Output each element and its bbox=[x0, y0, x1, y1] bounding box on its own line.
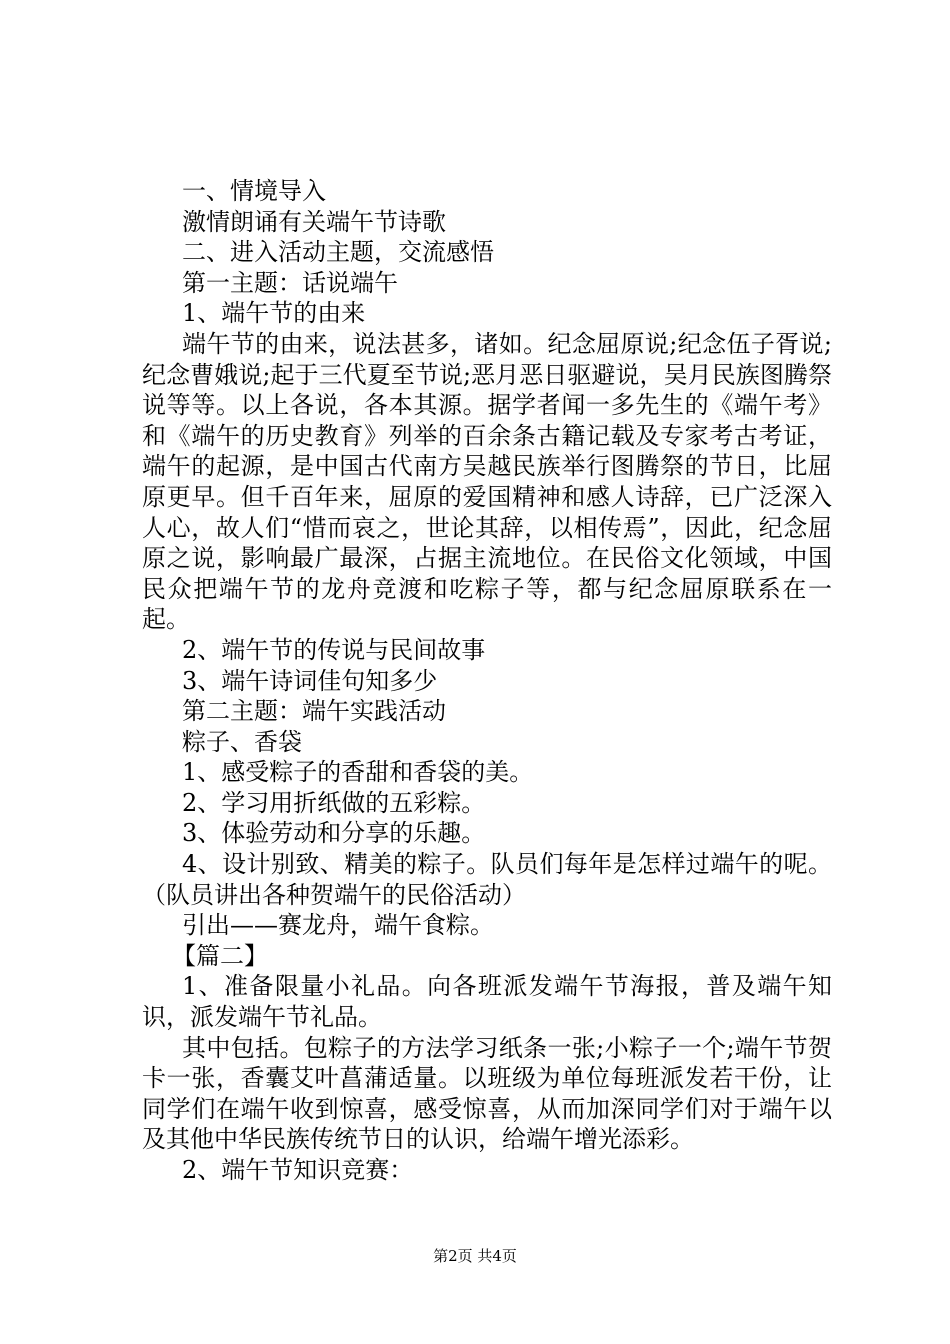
paragraph-recitation: 激情朗诵有关端午节诗歌 bbox=[182, 207, 446, 236]
document-body bbox=[142, 176, 832, 1186]
heading-origin: 1、端午节的由来 bbox=[182, 299, 366, 328]
paragraph-dragon-boat: 引出——赛龙舟，端午食粽。 bbox=[182, 911, 494, 940]
heading-activity-theme: 二、进入活动主题，交流感悟 bbox=[182, 238, 494, 267]
item-legends: 2、端午节的传说与民间故事 bbox=[182, 635, 486, 664]
heading-situation-intro: 一、情境导入 bbox=[182, 177, 326, 205]
paragraph-gift-contents: 其中包括。包粽子的方法学习纸条一张;小粽子一个;端午节贺卡一张，香囊艾叶菖蒲适量。以班级为单位每班派发若干份，让同学们在端午收到惊喜，感受惊喜，从而加深同学们对于端午以及其他中华民族传统节日的认识，给端午增光添彩。 bbox=[142, 1033, 832, 1154]
heading-theme-one: 第一主题：话说端午 bbox=[182, 268, 398, 297]
item-fold: 2、学习用折纸做的五彩粽。 bbox=[182, 788, 486, 817]
paragraph-origin: 端午节的由来，说法甚多，诸如。纪念屈原说;纪念伍子胥说;纪念曹娥说;起于三代夏至节说;恶月恶日驱避说，吴月民族图腾祭说等等。以上各说，各本其源。据学者闻一多先生的《端午考》和《端午的历史教育》列举的百余条古籍记载及专家考古考证，端午的起源，是中国古代南方吴越民族举行图腾祭的节日，比屈原更早。但千百年来，屈原的爱国精神和感人诗辞，已广泛深入人心，故人们“惜而哀之，世论其辞，以相传焉”，因此，纪念屈原之说，影响最广最深，占据主流地位。在民俗文化领域，中国民众把端午节的龙舟竞渡和吃粽子等，都与纪念屈原联系在一起。 bbox=[142, 329, 832, 634]
item-gifts: 1、准备限量小礼品。向各班派发端午节海报，普及端午知识，派发端午节礼品。 bbox=[142, 972, 832, 1032]
item-feel: 1、感受粽子的香甜和香袋的美。 bbox=[182, 758, 534, 787]
heading-theme-two: 第二主题：端午实践活动 bbox=[182, 697, 446, 726]
heading-part-two: 【篇二】 bbox=[172, 941, 268, 970]
item-design: 4、设计别致、精美的粽子。队员们每年是怎样过端午的呢。（队员讲出各种贺端午的民俗活动） bbox=[142, 850, 832, 909]
item-quiz: 2、端午节知识竞赛： bbox=[182, 1156, 414, 1184]
paragraph-zongzi-sachet: 粽子、香袋 bbox=[182, 727, 302, 756]
item-labor: 3、体验劳动和分享的乐趣。 bbox=[182, 819, 486, 848]
item-poems: 3、端午诗词佳句知多少 bbox=[182, 666, 438, 695]
page-footer: 第2页 共4页 bbox=[433, 1247, 517, 1265]
